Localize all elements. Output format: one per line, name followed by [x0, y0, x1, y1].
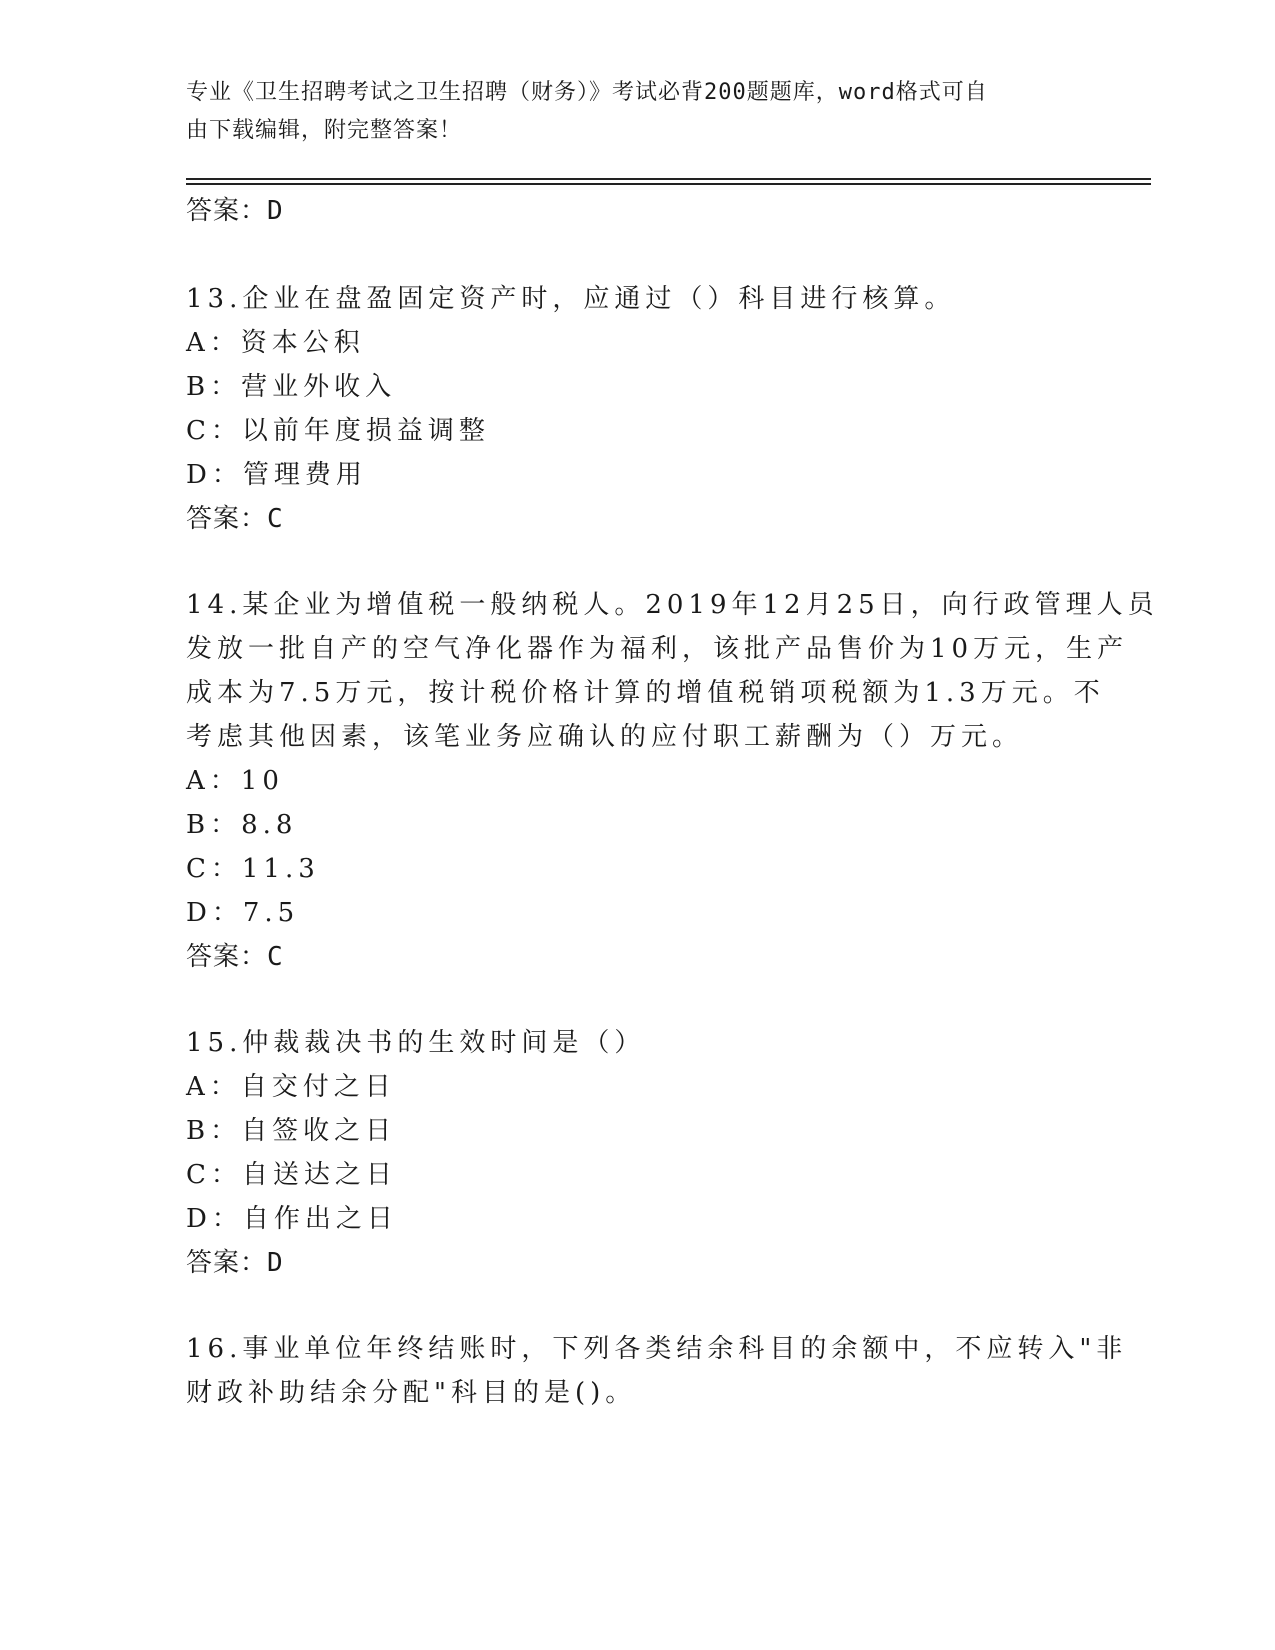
question-15-stem: 15.仲裁裁决书的生效时间是（） [186, 1028, 646, 1058]
question-15-answer: 答案：D [186, 1248, 284, 1278]
question-15-option-a: A：自交付之日 [186, 1072, 396, 1102]
question-14-stem-line-1: 14.某企业为增值税一般纳税人。2019年12月25日，向行政管理人员 [186, 590, 1159, 620]
question-14-option-c: C：11.3 [186, 854, 320, 884]
question-15-option-c: C：自送达之日 [186, 1160, 397, 1190]
previous-answer: 答案：D [186, 196, 284, 226]
question-14-option-d: D：7.5 [186, 898, 300, 928]
question-14-stem-line-2: 发放一批自产的空气净化器作为福利，该批产品售价为10万元，生产 [186, 634, 1129, 664]
question-13-answer: 答案：C [186, 504, 284, 534]
header-line-1: 专业《卫生招聘考试之卫生招聘（财务）》考试必背200题题库，word格式可自 [186, 80, 988, 105]
question-14-answer: 答案：C [186, 942, 284, 972]
header-divider-top [186, 178, 1151, 180]
question-14-option-a: A：10 [186, 766, 284, 796]
question-13-option-b: B：营业外收入 [186, 372, 397, 402]
question-15-option-b: B：自签收之日 [186, 1116, 397, 1146]
question-14-stem-line-4: 考虑其他因素，该笔业务应确认的应付职工薪酬为（）万元。 [186, 722, 1024, 752]
question-16-stem-line-1: 16.事业单位年终结账时，下列各类结余科目的余额中，不应转入"非 [186, 1334, 1128, 1364]
question-14-stem-line-3: 成本为7.5万元，按计税价格计算的增值税销项税额为1.3万元。不 [186, 678, 1105, 708]
question-13-option-a: A：资本公积 [186, 328, 365, 358]
question-16-stem-line-2: 财政补助结余分配"科目的是()。 [186, 1378, 637, 1408]
question-13-option-d: D：管理费用 [186, 460, 367, 490]
question-15-option-d: D：自作出之日 [186, 1204, 398, 1234]
question-13-option-c: C：以前年度损益调整 [186, 416, 490, 446]
header-line-2: 由下载编辑，附完整答案！ [186, 118, 463, 143]
header-divider-bottom [186, 183, 1151, 185]
question-14-option-b: B：8.8 [186, 810, 298, 840]
question-13-stem: 13.企业在盘盈固定资产时，应通过（）科目进行核算。 [186, 284, 956, 314]
document-header [186, 74, 1066, 150]
